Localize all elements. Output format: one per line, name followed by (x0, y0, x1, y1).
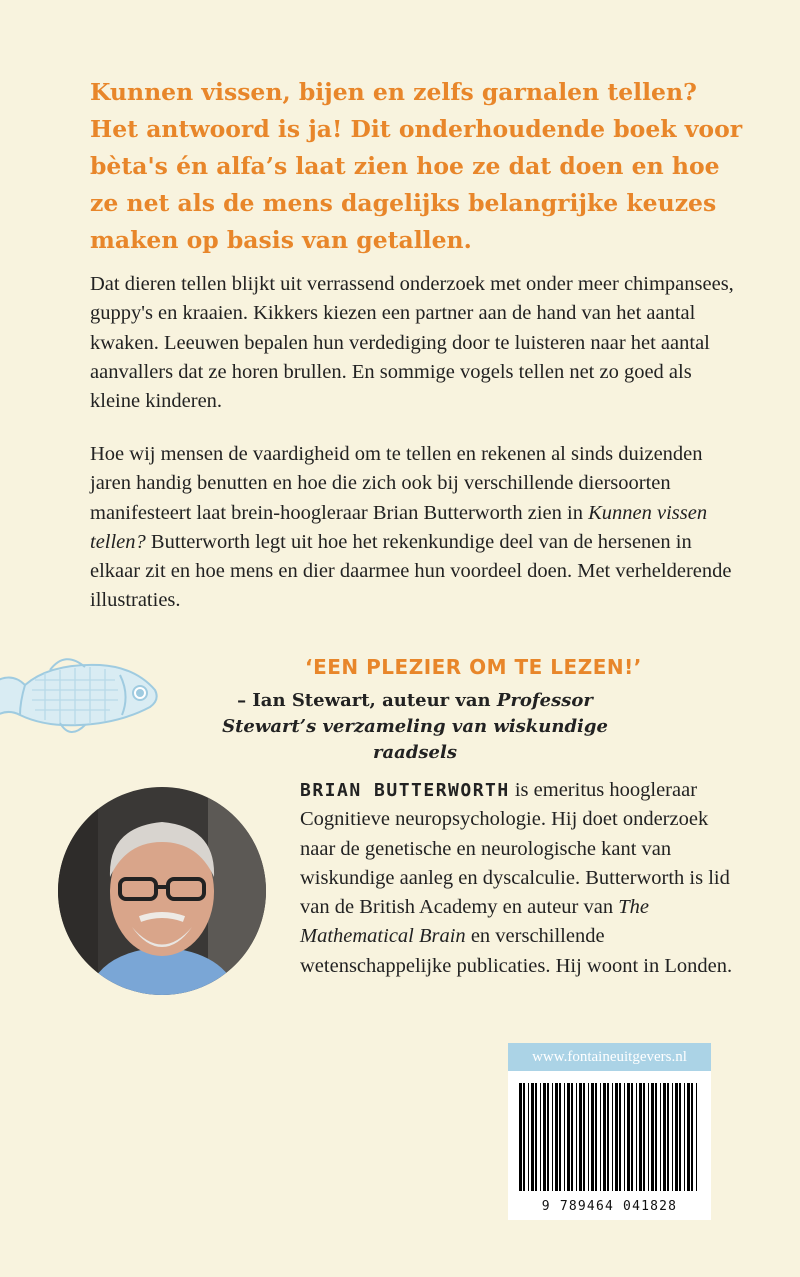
barcode-bar (543, 1083, 546, 1191)
barcode-bar (651, 1083, 654, 1191)
barcode-bar (615, 1083, 618, 1191)
barcode-icon (519, 1083, 700, 1191)
barcode-bar (540, 1083, 541, 1191)
barcode-bar (523, 1083, 525, 1191)
barcode-panel (508, 1043, 711, 1220)
barcode-bar (675, 1083, 678, 1191)
barcode-bar (687, 1083, 690, 1191)
barcode-bar (600, 1083, 601, 1191)
barcode-bar (535, 1083, 537, 1191)
barcode-bar (571, 1083, 573, 1191)
barcode-bar (643, 1083, 645, 1191)
barcode-bar (672, 1083, 673, 1191)
barcode-bar (519, 1083, 522, 1191)
attribution-prefix: – Ian Stewart, auteur van (237, 690, 497, 711)
body-paragraph-1: Dat dieren tellen blijkt uit verrassend onderzoek met onder meer chimpansees, guppy's en kraaien. Kikkers kiezen een partner aan de hand van het aantal kwaken. Leeuwen bepalen hun verdediging door te luisteren naar het aantal aanvallers dat ze horen brullen. En sommige vogels tellen net zo goed als kleine kinderen. (90, 273, 734, 413)
barcode-bar (579, 1083, 582, 1191)
barcode-bar (555, 1083, 558, 1191)
barcode-bar (583, 1083, 585, 1191)
barcode-bar (588, 1083, 589, 1191)
bio-text-a: is emeritus hoogleraar Cognitieve neuropsychologie. Hij doet onderzoek naar de genetische en neurologische kant van wiskundige aanleg en dyscalculie. Butterworth is lid van de British Academy en auteur van (300, 779, 730, 919)
barcode-bar (648, 1083, 649, 1191)
barcode-bar (576, 1083, 577, 1191)
quote-attribution (200, 688, 630, 766)
barcode-bar (639, 1083, 642, 1191)
barcode-bar (631, 1083, 633, 1191)
barcode-bar (679, 1083, 681, 1191)
author-bio (300, 776, 740, 981)
bio-book-title: The Mathematical Brain (300, 896, 649, 948)
barcode-bar (667, 1083, 669, 1191)
fish-illustration-icon (0, 645, 170, 750)
barcode-bar (655, 1083, 657, 1191)
barcode-bar (567, 1083, 570, 1191)
barcode-bar (627, 1083, 630, 1191)
barcode-bar (624, 1083, 625, 1191)
barcode-bar (660, 1083, 661, 1191)
paragraph-2-text-a: Hoe wij mensen de vaardigheid om te tellen en rekenen al sinds duizenden jaren handig benutten en hoe die zich ook bij verschillende diersoorten manifesteert laat brein-hoogleraar Brian Butterworth zien in (90, 443, 703, 524)
barcode-bar (547, 1083, 549, 1191)
barcode-bar (684, 1083, 685, 1191)
barcode-bar (612, 1083, 613, 1191)
barcode-bar (696, 1083, 697, 1191)
barcode-bar (552, 1083, 553, 1191)
barcode-bar (528, 1083, 529, 1191)
barcode-bar (531, 1083, 534, 1191)
quote-headline: ‘EEN PLEZIER OM TE LEZEN!’ (305, 655, 642, 679)
lead-blurb: Kunnen vissen, bijen en zelfs garnalen tellen? Het antwoord is ja! Dit onderhoudende boek voor bèta's én alfa’s laat zien hoe ze dat doen en hoe ze net als de mens dagelijks belangrijke keuzes maken op basis van getallen. (90, 78, 743, 254)
attribution-book-title: Professor Stewart’s verzameling van wiskundige raadsels (222, 690, 608, 763)
barcode-bar (663, 1083, 666, 1191)
barcode-bar (559, 1083, 561, 1191)
barcode-bar (636, 1083, 637, 1191)
author-portrait-icon (58, 787, 266, 995)
body-paragraph-2 (90, 440, 740, 616)
author-name: BRIAN BUTTERWORTH (300, 780, 510, 801)
bio-text-b: en verschillende wetenschappelijke publicaties. Hij woont in Londen. (300, 925, 733, 977)
barcode-bar (619, 1083, 621, 1191)
barcode-bar (691, 1083, 693, 1191)
publisher-url[interactable]: www.fontaineuitgevers.nl (508, 1043, 711, 1071)
paragraph-2-text-b: Butterworth legt uit hoe het rekenkundige deel van de hersenen in elkaar zit en hoe mens en dier daarmee hun voordeel doen. Met verhelderende illustraties. (90, 530, 732, 612)
barcode-bar (595, 1083, 597, 1191)
barcode-bar (564, 1083, 565, 1191)
barcode-bar (603, 1083, 606, 1191)
book-title-italic: Kunnen vissen tellen? (90, 501, 708, 553)
barcode-bar (591, 1083, 594, 1191)
barcode-bar (607, 1083, 609, 1191)
isbn-number: 9 789464 041828 (541, 1199, 678, 1214)
